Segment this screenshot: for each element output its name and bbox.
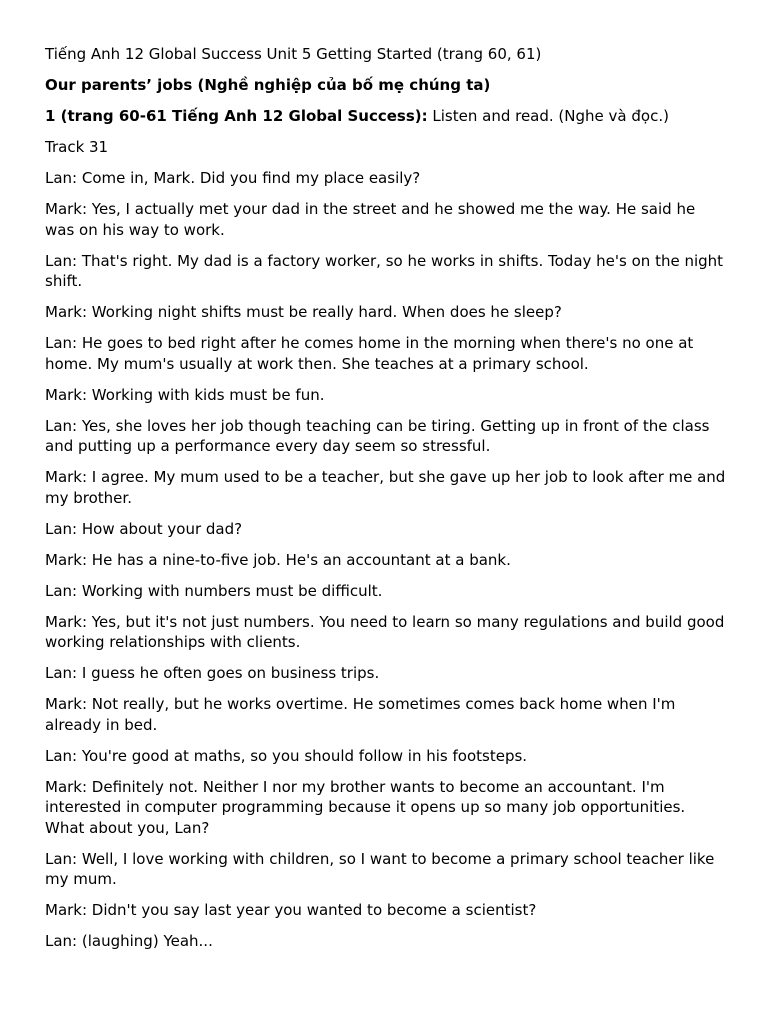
dialogue-line: Mark: Yes, I actually met your dad in the street and he showed me the way. He said he was on his way to work. [45,200,696,239]
dialogue-line: Mark: Not really, but he works overtime. He sometimes comes back home when I'm already in bed. [45,695,676,734]
dialogue-line: Lan: Working with numbers must be difficult. [45,581,383,600]
dialogue-line: Mark: Working night shifts must be really hard. When does he sleep? [45,303,562,321]
dialogue-line: Lan: He goes to bed right after he comes home in the morning when there's no one at home. My mum's usually at work then. She teaches at a primary school. [45,334,694,373]
exercise-heading [45,106,728,127]
dialogue-line: Lan: Come in, Mark. Did you find my place easily? [45,169,421,187]
dialogue-line: Mark: Didn't you say last year you wanted to become a scientist? [45,901,537,919]
exercise-instruction: Listen and read. (Nghe và đọc.) [427,107,669,125]
exercise-label: 1 (trang 60-61 Tiếng Anh 12 Global Success): [45,107,428,125]
dialogue-line: Lan: Well, I love working with children, so I want to become a primary school teacher like my mum. [45,849,715,888]
document-header: Tiếng Anh 12 Global Success Unit 5 Getting Started (trang 60, 61) [45,45,542,63]
dialogue [45,168,728,952]
dialogue-line: Mark: Working with kids must be fun. [45,385,325,404]
dialogue-line: Lan: How about your dad? [45,519,243,538]
dialogue-line: Lan: Yes, she loves her job though teaching can be tiring. Getting up in front of the class and putting up a performance every day seem so stressful. [45,416,710,455]
dialogue-line: Mark: Definitely not. Neither I nor my brother wants to become an accountant. I'm interested in computer programming because it opens up so many job opportunities. What about you, Lan? [45,777,686,837]
dialogue-line: Lan: That's right. My dad is a factory worker, so he works in shifts. Today he's on the night shift. [45,251,724,290]
dialogue-line: Lan: You're good at maths, so you should follow in his footsteps. [45,746,528,765]
dialogue-line: Mark: He has a nine-to-five job. He's an accountant at a bank. [45,550,511,569]
section-title: Our parents’ jobs (Nghề nghiệp của bố mẹ chúng ta) [45,76,491,94]
dialogue-line: Mark: I agree. My mum used to be a teacher, but she gave up her job to look after me and my brother. [45,468,726,507]
dialogue-line: Lan: (laughing) Yeah... [45,932,213,950]
dialogue-line: Lan: I guess he often goes on business trips. [45,664,380,682]
dialogue-line: Mark: Yes, but it's not just numbers. You need to learn so many regulations and build good working relationships with clients. [45,612,725,651]
track-label: Track 31 [45,138,109,156]
